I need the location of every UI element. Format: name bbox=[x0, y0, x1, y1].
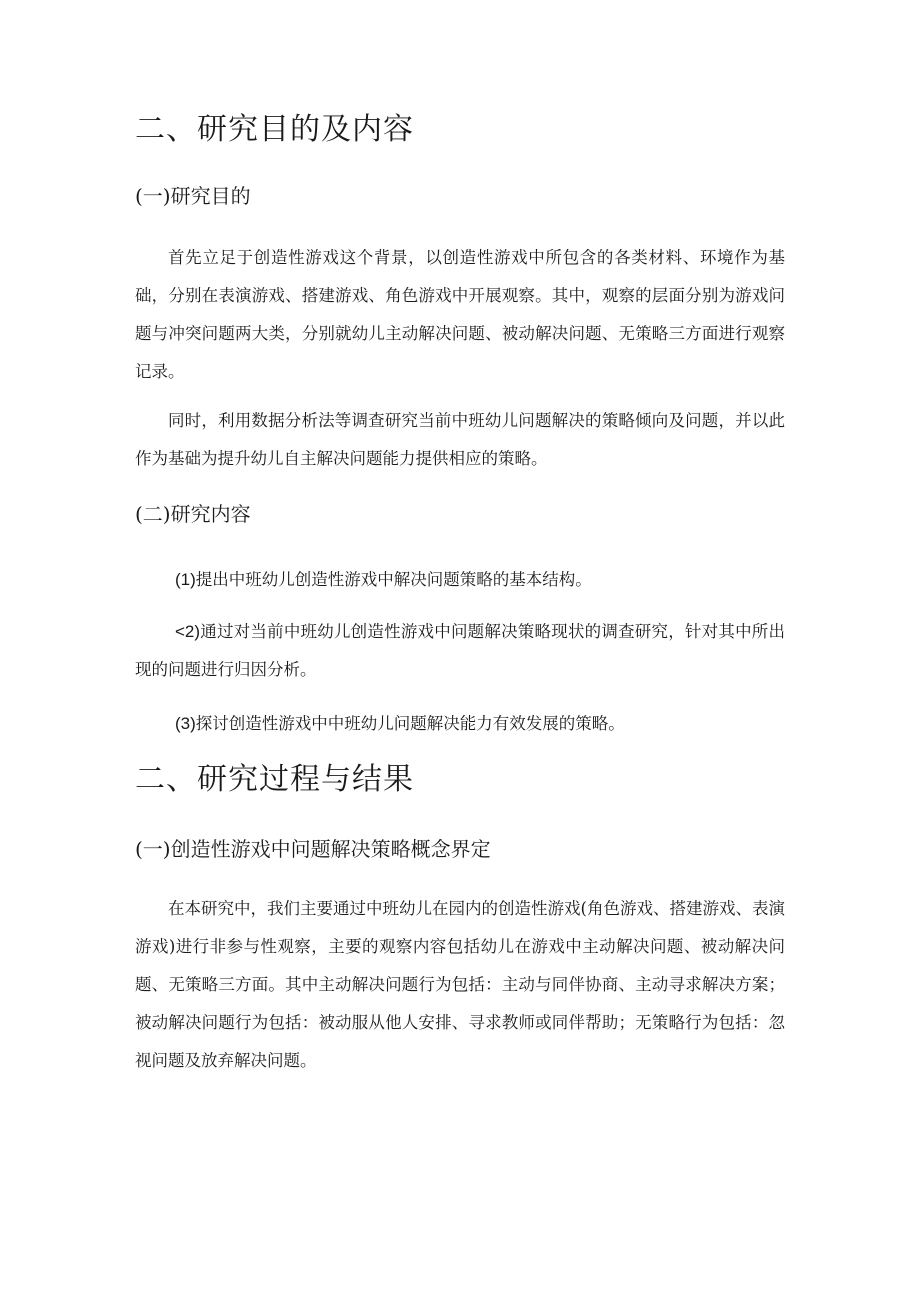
item-text: 通过对当前中班幼儿创造性游戏中问题解决策略现状的调查研究，针对其中所出现的问题进行归因分析。 bbox=[135, 622, 785, 679]
item-text: 探讨创造性游戏中中班幼儿问题解决能力有效发展的策略。 bbox=[195, 714, 625, 733]
subsection-heading-concept-definition: (一)创造性游戏中问题解决策略概念界定 bbox=[135, 837, 491, 861]
section-heading-research-purpose: 二、研究目的及内容 bbox=[135, 112, 414, 147]
content-item-1 bbox=[135, 561, 785, 599]
content-item-3 bbox=[135, 705, 785, 743]
section-heading-research-process: 二、研究过程与结果 bbox=[135, 762, 414, 797]
paragraph-research-goal-1: 首先立足于创造性游戏这个背景，以创造性游戏中所包含的各类材料、环境作为基础，分别在表演游戏、搭建游戏、角色游戏中开展观察。其中，观察的层面分别为游戏问题与冲突问题两大类，分别就幼儿主动解决问题、被动解决问题、无策略三方面进行观察记录。 bbox=[135, 248, 785, 381]
item-number: (1) bbox=[175, 570, 196, 589]
content-item-2 bbox=[135, 613, 785, 689]
subsection-heading-research-content: (二)研究内容 bbox=[135, 502, 251, 526]
item-number: (3) bbox=[175, 714, 196, 733]
paragraph-concept-definition: 在本研究中，我们主要通过中班幼儿在园内的创造性游戏(角色游戏、搭建游戏、表演游戏)进行非参与性观察，主要的观察内容包括幼儿在游戏中主动解决问题、被动解决问题、无策略三方面。其中主动解决问题行为包括：主动与同伴协商、主动寻求解决方案；被动解决问题行为包括：被动服从他人安排、寻求教师或同伴帮助；无策略行为包括：忽视问题及放弃解决问题。 bbox=[135, 899, 785, 1070]
item-text: 提出中班幼儿创造性游戏中解决问题策略的基本结构。 bbox=[195, 570, 592, 589]
subsection-heading-research-goal: (一)研究目的 bbox=[135, 184, 251, 208]
paragraph-research-goal-2: 同时，利用数据分析法等调查研究当前中班幼儿问题解决的策略倾向及问题，并以此作为基础为提升幼儿自主解决问题能力提供相应的策略。 bbox=[135, 411, 785, 468]
item-number: <2) bbox=[175, 622, 201, 641]
